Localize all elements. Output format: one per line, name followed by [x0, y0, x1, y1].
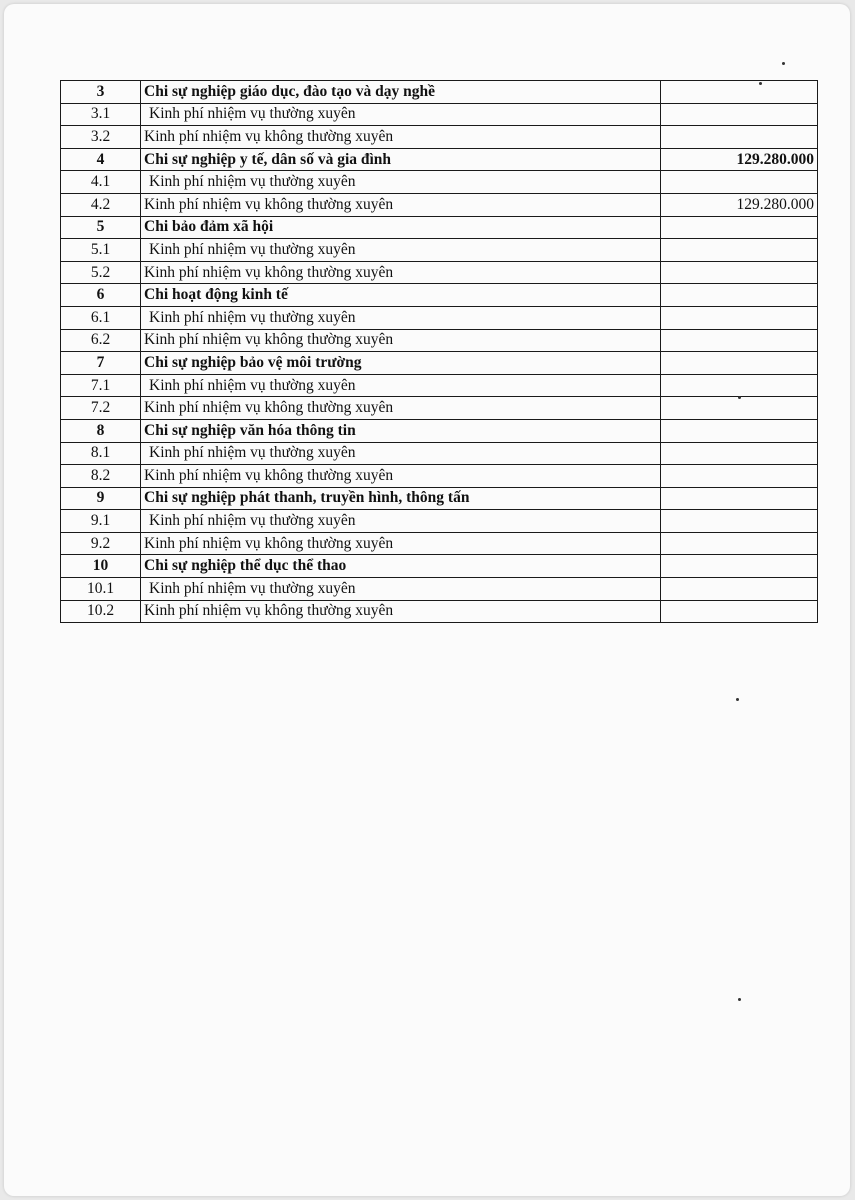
row-number: 8.1 [61, 442, 141, 465]
table-row [61, 193, 818, 216]
table-row [61, 171, 818, 194]
row-amount [661, 578, 818, 601]
row-label: Kinh phí nhiệm vụ thường xuyên [141, 374, 661, 397]
table-row [61, 532, 818, 555]
table-row [61, 284, 818, 307]
row-amount [661, 216, 818, 239]
row-amount [661, 329, 818, 352]
table-row [61, 329, 818, 352]
row-number: 8.2 [61, 465, 141, 488]
table-row [61, 103, 818, 126]
scan-speck [759, 82, 762, 85]
row-number: 10.1 [61, 578, 141, 601]
scan-speck [738, 396, 741, 399]
row-amount [661, 465, 818, 488]
table-row [61, 239, 818, 262]
table-row [61, 306, 818, 329]
table-row [61, 148, 818, 171]
row-amount [661, 397, 818, 420]
row-number: 9.2 [61, 532, 141, 555]
row-number: 8 [61, 419, 141, 442]
row-label: Kinh phí nhiệm vụ thường xuyên [141, 442, 661, 465]
row-label: Kinh phí nhiệm vụ thường xuyên [141, 103, 661, 126]
table-row [61, 126, 818, 149]
row-number: 3 [61, 81, 141, 104]
row-label: Kinh phí nhiệm vụ thường xuyên [141, 306, 661, 329]
row-amount [661, 103, 818, 126]
row-amount [661, 555, 818, 578]
table-row [61, 578, 818, 601]
row-label: Chi hoạt động kinh tế [141, 284, 661, 307]
row-amount [661, 442, 818, 465]
row-number: 9 [61, 487, 141, 510]
table-row [61, 261, 818, 284]
table-row [61, 216, 818, 239]
row-amount [661, 374, 818, 397]
row-label: Kinh phí nhiệm vụ không thường xuyên [141, 329, 661, 352]
row-label: Kinh phí nhiệm vụ thường xuyên [141, 171, 661, 194]
row-label: Chi sự nghiệp văn hóa thông tin [141, 419, 661, 442]
row-number: 4 [61, 148, 141, 171]
row-label: Kinh phí nhiệm vụ không thường xuyên [141, 261, 661, 284]
scan-speck [738, 998, 741, 1001]
row-amount [661, 600, 818, 623]
table-row [61, 465, 818, 488]
table-row [61, 81, 818, 104]
table-row [61, 419, 818, 442]
row-amount: 129.280.000 [661, 148, 818, 171]
row-label: Chi sự nghiệp thể dục thể thao [141, 555, 661, 578]
row-amount [661, 81, 818, 104]
row-amount [661, 171, 818, 194]
table-row [61, 374, 818, 397]
row-number: 6 [61, 284, 141, 307]
scan-speck [782, 62, 785, 65]
row-number: 10 [61, 555, 141, 578]
row-label: Kinh phí nhiệm vụ không thường xuyên [141, 465, 661, 488]
row-label: Kinh phí nhiệm vụ thường xuyên [141, 510, 661, 533]
row-label: Chi sự nghiệp bảo vệ môi trường [141, 352, 661, 375]
row-amount [661, 306, 818, 329]
row-amount [661, 261, 818, 284]
row-number: 6.2 [61, 329, 141, 352]
row-amount [661, 532, 818, 555]
row-number: 6.1 [61, 306, 141, 329]
row-amount [661, 510, 818, 533]
row-label: Chi sự nghiệp y tế, dân số và gia đình [141, 148, 661, 171]
table-row [61, 352, 818, 375]
row-amount [661, 487, 818, 510]
table-row [61, 442, 818, 465]
row-number: 3.1 [61, 103, 141, 126]
row-number: 4.2 [61, 193, 141, 216]
table-row [61, 600, 818, 623]
table-row [61, 487, 818, 510]
row-number: 10.2 [61, 600, 141, 623]
row-label: Kinh phí nhiệm vụ thường xuyên [141, 578, 661, 601]
row-number: 5 [61, 216, 141, 239]
row-label: Kinh phí nhiệm vụ thường xuyên [141, 239, 661, 262]
table-row [61, 555, 818, 578]
budget-table-body [61, 81, 818, 623]
row-amount [661, 126, 818, 149]
row-number: 4.1 [61, 171, 141, 194]
row-amount [661, 284, 818, 307]
row-number: 3.2 [61, 126, 141, 149]
row-amount [661, 239, 818, 262]
row-number: 5.2 [61, 261, 141, 284]
budget-table [60, 80, 818, 623]
row-label: Kinh phí nhiệm vụ không thường xuyên [141, 532, 661, 555]
row-number: 5.1 [61, 239, 141, 262]
row-number: 7 [61, 352, 141, 375]
row-number: 7.2 [61, 397, 141, 420]
row-label: Chi bảo đảm xã hội [141, 216, 661, 239]
row-label: Kinh phí nhiệm vụ không thường xuyên [141, 126, 661, 149]
table-row [61, 397, 818, 420]
row-label: Chi sự nghiệp phát thanh, truyền hình, thông tấn [141, 487, 661, 510]
row-number: 9.1 [61, 510, 141, 533]
row-label: Kinh phí nhiệm vụ không thường xuyên [141, 600, 661, 623]
scan-speck [736, 698, 739, 701]
document-page [4, 4, 850, 1196]
row-label: Kinh phí nhiệm vụ không thường xuyên [141, 193, 661, 216]
row-amount [661, 419, 818, 442]
row-label: Kinh phí nhiệm vụ không thường xuyên [141, 397, 661, 420]
row-amount [661, 352, 818, 375]
table-row [61, 510, 818, 533]
row-amount: 129.280.000 [661, 193, 818, 216]
row-label: Chi sự nghiệp giáo dục, đào tạo và dạy nghề [141, 81, 661, 104]
row-number: 7.1 [61, 374, 141, 397]
